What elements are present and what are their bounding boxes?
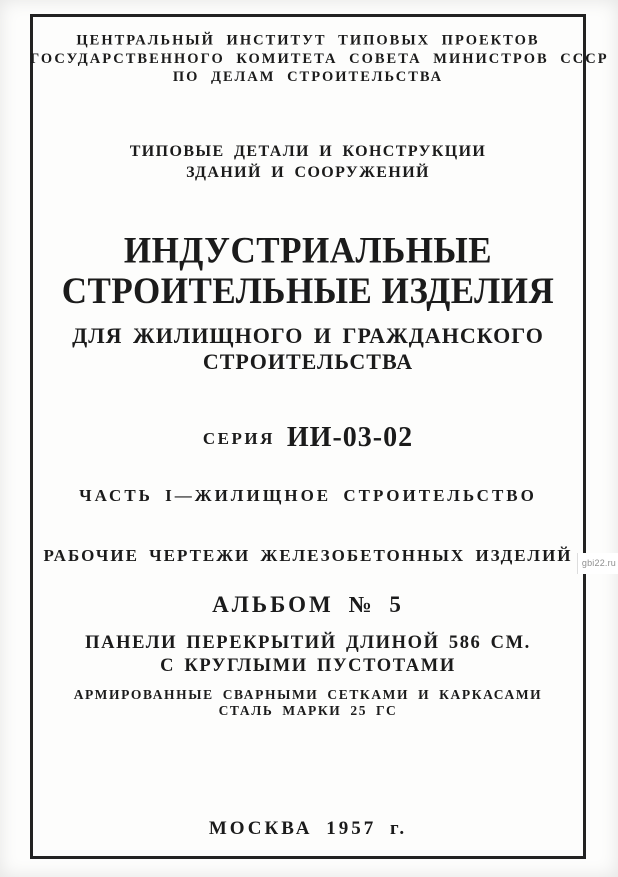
series-header-line-2: ЗДАНИЙ И СООРУЖЕНИЙ xyxy=(186,164,430,181)
series-line xyxy=(30,422,586,454)
title-line-1: ИНДУСТРИАЛЬНЫЕ xyxy=(123,229,493,271)
reinforcement-description xyxy=(30,687,586,719)
institute-header xyxy=(30,31,609,87)
title-line-2: СТРОИТЕЛЬНЫЕ ИЗДЕЛИЯ xyxy=(61,269,555,312)
panels-description xyxy=(30,632,586,677)
part-line: ЧАСТЬ I—ЖИЛИЩНОЕ СТРОИТЕЛЬСТВО xyxy=(79,486,537,505)
institute-line-1: ЦЕНТРАЛЬНЫЙ ИНСТИТУТ ТИПОВЫХ ПРОЕКТОВ xyxy=(76,31,540,49)
document-title xyxy=(30,231,586,312)
institute-line-2: ГОСУДАРСТВЕННОГО КОМИТЕТА СОВЕТА МИНИСТРОВ СССР xyxy=(30,50,609,67)
watermark: gbi22.ru xyxy=(577,553,618,574)
reinforcement-line-1: АРМИРОВАННЫЕ СВАРНЫМИ СЕТКАМИ И КАРКАСАМИ xyxy=(73,687,543,702)
panels-line-1: ПАНЕЛИ ПЕРЕКРЫТИЙ ДЛИНОЙ 586 СМ. xyxy=(85,633,531,653)
panels-line-2: С КРУГЛЫМИ ПУСТОТАМИ xyxy=(160,655,456,676)
subtitle-line-1: ДЛЯ ЖИЛИЩНОГО И ГРАЖДАНСКОГО xyxy=(72,323,544,348)
drawings-line: РАБОЧИЕ ЧЕРТЕЖИ ЖЕЛЕЗОБЕТОННЫХ ИЗДЕЛИЙ xyxy=(43,546,573,565)
subtitle-line-2: СТРОИТЕЛЬСТВА xyxy=(202,349,414,374)
series-label: СЕРИЯ xyxy=(202,429,275,448)
series-header xyxy=(30,141,586,183)
series-header-line-1: ТИПОВЫЕ ДЕТАЛИ И КОНСТРУКЦИИ xyxy=(129,143,487,160)
document-subtitle xyxy=(30,323,586,375)
imprint-city-year: МОСКВА 1957 г. xyxy=(208,818,408,839)
reinforcement-line-2: СТАЛЬ МАРКИ 25 ГС xyxy=(218,703,398,718)
institute-line-3: ПО ДЕЛАМ СТРОИТЕЛЬСТВА xyxy=(172,68,444,85)
series-number: ИИ-03-02 xyxy=(286,422,414,453)
album-number-line: АЛЬБОМ № 5 xyxy=(212,592,404,617)
